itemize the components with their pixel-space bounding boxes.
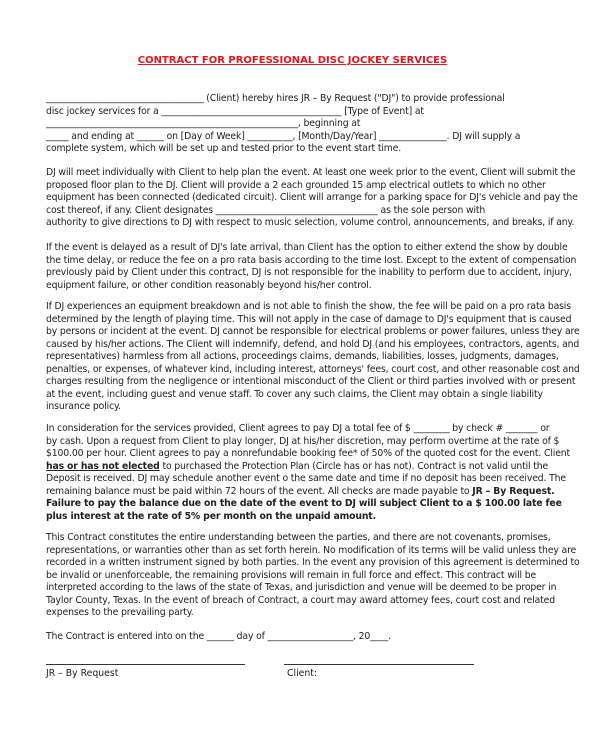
text-segment: caused by his/her actions. The Client will indemnify, defend, and hold DJ (and his employees, contractors, agents, and [46,338,580,350]
text-segment: $100.00 per hour. Client agrees to pay a nonrefundable booking fee* of 50% of the quoted cost for the event. Client [46,448,571,459]
dj-signature-label: JR – By Request [46,668,119,679]
text-line [46,205,566,218]
text-line [46,401,566,414]
text-segment: representations, or warranties other than as set forth herein. No modification of its terms will be valid unless they are [46,544,577,556]
dj-signature-line [46,664,245,665]
text-segment: determined by the length of playing time. This will not apply in the case of damage to DJ's equipment that is caused [46,313,572,325]
text-line [46,436,566,449]
text-segment: at the event, including guest and venue staff. To cover any such claims, the Client may obtain a single liability [46,388,543,400]
text-line [46,595,566,608]
text-line [46,254,577,268]
text-segment: to purchased the Protection Plan (Circle has or has not). Contract is not valid until the [159,460,549,472]
delay-clause [46,242,577,292]
text-segment: equipment failure, or other condition reasonably beyond his/her control. [46,279,372,291]
text-line [46,607,566,620]
text-segment: authority to give directions to DJ with respect to music selection, volume control, announcements, and breaks, if any. [46,217,575,228]
emphasized-text: has or has not elected [46,460,160,472]
text-line [46,498,566,511]
planning-clause [46,167,578,230]
date-line [46,631,566,644]
text-segment: previously paid by Client under this contract, DJ is not responsible for the inability to perform due to accident, injury, [46,267,572,278]
text-segment: charges resulting from the negligence or intentional misconduct of the Client or third parties involved with or present [46,376,576,387]
text-segment: The Contract is entered into on the ______ day of ___________________, 20____. [46,631,391,642]
text-line [46,301,571,314]
text-line [46,131,566,144]
text-line [46,511,566,524]
client-signature-label: Client: [287,668,318,679]
text-segment: representatives) harmless from all actions, proceedings claims, demands, liabilities, losses, judgments, damages, [46,351,559,362]
text-segment: by cash. Upon a request from Client to play longer, DJ at his/her discretion, may perform overtime at the rate of $ [46,435,560,447]
text-segment: cost thereof, if any. Client designates ____________________________________ as the sole person with [46,204,486,216]
text-segment: DJ will meet individually with Client to help plan the event. At least one week prior to the event, Client will submit the [46,167,576,178]
text-line [46,423,566,436]
text-segment: If DJ experiences an equipment breakdown and is not able to finish the show, the fee will be paid on a pro rata basis [46,301,571,312]
text-line [46,461,566,474]
text-segment: disc jockey services for a ________________________________________ [Type of Event] at [46,105,424,117]
text-line [46,473,566,486]
text-line [46,106,566,119]
text-segment: complete system, which will be set up and tested prior to the event start time. [46,143,402,154]
text-line [46,217,575,230]
text-line [46,631,566,644]
text-line [46,118,566,131]
text-segment: ___________________________________ (Client) hereby hires JR – By Request ("DJ") to provide professional [46,93,505,104]
text-segment: expenses to the prevailing party. [46,607,194,618]
emphasized-text: plus interest at the rate of 5% per month on the unpaid amount. [46,510,376,522]
text-segment: ________________________________________________________, beginning at [46,118,361,129]
text-line [46,486,566,499]
text-line [46,192,578,205]
text-line [46,582,566,595]
text-segment: If the event is delayed as a result of DJ's late arrival, than Client has the option to either extend the show by double [46,242,568,253]
emphasized-text: Failure to pay the balance due on the date of the event to DJ will subject Client to a $ 100.00 late fee [46,498,562,509]
text-segment: In consideration for the services provided, Client agrees to pay DJ a total fee of $ ________ by check # _______ or [46,423,550,434]
text-line [46,570,566,583]
text-line [46,180,566,193]
text-line [46,544,577,558]
text-segment: This Contract constitutes the entire understanding between the parties, and there are not covenants, promises, [46,532,551,543]
text-segment: penalties, or expenses, of whatever kind, including interest, attorneys' fees, court cost, and other reasonable cost and [46,363,580,375]
text-line [46,557,580,570]
text-line [46,376,576,389]
text-segment: Taylor County, Texas. In the event of breach of Contract, a court may award attorney fees, court cost and related [46,594,555,606]
text-segment: remaining balance must be paid within 72 hours of the event. All checks are made payable to [46,485,473,497]
text-line [46,448,571,461]
text-segment: insurance policy. [46,401,121,412]
text-segment: by persons or incident at the event. DJ cannot be responsible for electrical problems or power failures, unless they are [46,326,580,337]
payment-clause [46,423,571,523]
text-segment: the time delay, or reduce the fee on a pro rata basis according to the time lost. Except to the extent of compensation [46,254,577,266]
text-line [46,242,566,255]
document-title: CONTRACT FOR PROFESSIONAL DISC JOCKEY SERVICES [137,55,448,66]
entire-agreement-clause [46,532,580,620]
text-line [46,280,566,293]
text-line [46,143,566,156]
client-signature-line [284,664,474,665]
text-segment: proposed floor plan to the DJ. Client will provide a 2 each grounded 15 amp electrical outlets to which no other [46,179,546,191]
text-segment: be invalid or unenforceable, the remaining provisions will remain in full force and effect. This contract will be [46,569,537,581]
text-segment: interpreted according to the laws of the state of Texas, and jurisdiction and venue will be deemed to be proper in [46,582,557,593]
hire-clause [46,93,566,156]
emphasized-text: JR – By Request. [472,485,555,497]
text-line [46,326,580,339]
text-line [46,351,566,364]
text-line [46,93,566,106]
text-line [46,532,566,545]
text-line [46,167,576,180]
equipment-clause [46,301,580,414]
text-line [46,313,572,327]
text-segment: recorded in a written instrument signed by both parties. In the event any provision of this agreement is determined to [46,557,580,568]
text-line [46,389,566,402]
text-segment: Deposit is received. DJ may schedule another event o the same date and time if no deposit has been received. The [46,473,566,484]
text-line [46,363,580,377]
text-segment: _____ and ending at ______ on [Day of Week] __________, [Month/Day/Year] _______________. DJ will supply a [46,130,521,142]
text-segment: equipment has been connected (dedicated circuit). Client will arrange for a parking space for DJ's vehicle and pay the [46,192,578,203]
text-line [46,338,580,352]
text-line [46,267,572,280]
